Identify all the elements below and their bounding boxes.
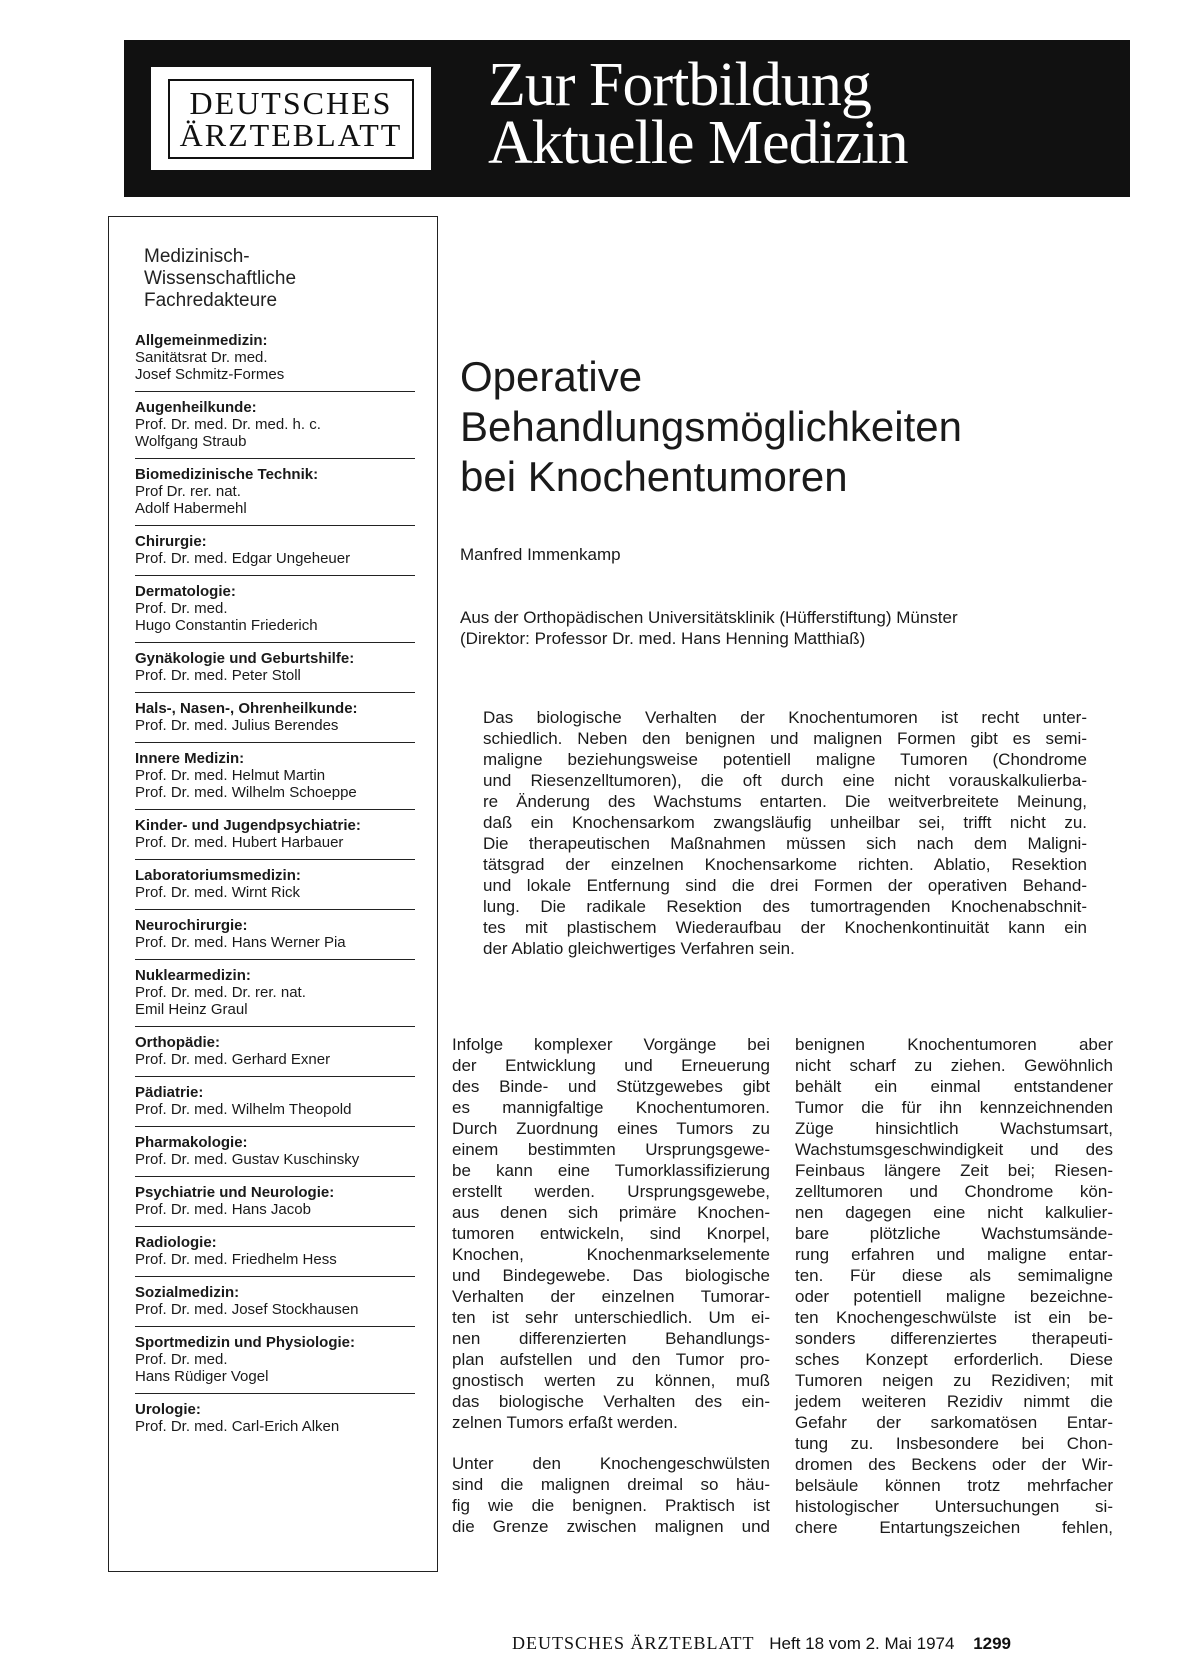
masthead-line-2: ÄRZTEBLATT: [179, 116, 403, 153]
text-line: des Binde- und Stützgewebes gibt: [452, 1077, 770, 1096]
text-line: jedem weiteren Rezidiv nimmt die: [795, 1392, 1113, 1411]
text-line: Unter den Knochengeschwülsten: [452, 1454, 770, 1473]
editor-entry: [135, 1276, 415, 1318]
text-line: ten ist sehr unterschiedlich. Um ei-: [452, 1308, 770, 1327]
sidebar-heading-line: Medizinisch-: [144, 246, 250, 267]
affiliation-line: (Direktor: Professor Dr. med. Hans Henning Matthiaß): [460, 629, 866, 648]
text-line: erstellt werden. Ursprungsgewebe,: [452, 1182, 770, 1201]
article-title-line: bei Knochentumoren: [460, 453, 848, 500]
article-title: [460, 352, 1100, 502]
editor-department: Hals-, Nasen-, Ohrenheilkunde:: [135, 700, 358, 717]
editor-name: Prof. Dr. med. Edgar Ungeheuer: [135, 550, 351, 567]
editor-name: Sanitätsrat Dr. med.: [135, 349, 268, 366]
masthead-line-1: DEUTSCHES: [189, 84, 393, 121]
editor-entry: [135, 909, 415, 951]
editor-department: Sportmedizin und Physiologie:: [135, 1334, 356, 1351]
text-line: belsäule können trotz mehrfacher: [795, 1476, 1113, 1495]
text-line: chere Entartungszeichen fehlen,: [795, 1518, 1113, 1537]
text-line: bare plötzliche Wachstumsände-: [795, 1224, 1113, 1243]
editor-entry: [135, 525, 415, 567]
editor-name: Prof. Dr. med. Dr. rer. nat.: [135, 984, 306, 1001]
editor-name: Prof Dr. rer. nat.: [135, 483, 241, 500]
text-line: tes mit plastischem Wiederaufbau der Knochenkontinuität kann ein: [483, 918, 1087, 937]
article-author: Manfred Immenkamp: [460, 545, 621, 564]
page-number: 1299: [973, 1634, 1012, 1653]
editor-name: Prof. Dr. med. Julius Berendes: [135, 717, 339, 734]
article-title-line: Behandlungsmöglichkeiten: [460, 403, 963, 450]
editor-name: Prof. Dr. med. Hubert Harbauer: [135, 834, 344, 851]
text-line: lung. Die radikale Resektion des tumortragenden Knochenabschnit-: [483, 897, 1087, 916]
editor-entry: [135, 458, 415, 517]
text-line: und Bindegewebe. Das biologische: [452, 1266, 770, 1285]
editor-name: Prof. Dr. med.: [135, 600, 228, 617]
editor-name: Prof. Dr. med. Carl-Erich Alken: [135, 1418, 340, 1435]
text-line: rung erfahren und maligne entar-: [795, 1245, 1113, 1264]
text-line: daß ein Knochensarkom zwangsläufig unheilbar sei, trifft nicht zu.: [483, 813, 1087, 832]
editor-department: Radiologie:: [135, 1234, 217, 1251]
section-title: [488, 51, 908, 177]
body-column-left: [452, 1034, 770, 1537]
text-line: zelnen Tumors erfaßt werden.: [452, 1413, 678, 1432]
editor-entry: [135, 391, 415, 450]
text-line: das biologische Verhalten des ein-: [452, 1392, 770, 1411]
editor-entry: [135, 809, 415, 851]
editor-name: Prof. Dr. med. Helmut Martin: [135, 767, 326, 784]
editor-department: Neurochirurgie:: [135, 917, 248, 934]
editor-entry: [135, 575, 415, 634]
text-line: Infolge komplexer Vorgänge bei: [452, 1035, 770, 1054]
editor-name: Prof. Dr. med. Peter Stoll: [135, 667, 301, 684]
text-line: Feinbaus längere Zeit bei; Riesen-: [795, 1161, 1113, 1180]
text-line: es mannigfaltige Knochentumoren.: [452, 1098, 770, 1117]
editor-name: Prof. Dr. med. Friedhelm Hess: [135, 1251, 337, 1268]
text-line: oder potentiell maligne bezeichne-: [795, 1287, 1113, 1306]
text-line: einem bestimmten Ursprungsgewe-: [452, 1140, 770, 1159]
editor-name: Prof. Dr. med. Gustav Kuschinsky: [135, 1151, 360, 1168]
editor-entry: [135, 742, 415, 801]
editor-name: Adolf Habermehl: [135, 500, 247, 517]
text-line: aus denen sich primäre Knochen-: [452, 1203, 770, 1222]
editor-name: Prof. Dr. med. Josef Stockhausen: [135, 1301, 359, 1318]
editor-department: Chirurgie:: [135, 533, 207, 550]
text-line: sind die malignen dreimal so häu-: [452, 1475, 770, 1494]
text-line: Durch Zuordnung eines Tumors zu: [452, 1119, 770, 1138]
text-line: Das biologische Verhalten der Knochentumoren ist recht unter-: [483, 708, 1087, 727]
text-line: Verhalten der einzelnen Tumorar-: [452, 1287, 770, 1306]
text-line: die Grenze zwischen malignen und: [452, 1517, 770, 1536]
text-line: Knochen, Knochenmarkselemente: [452, 1245, 770, 1264]
text-line: zelltumoren und Chondrome kön-: [795, 1182, 1113, 1201]
text-line: sches Konzept erforderlich. Diese: [795, 1350, 1113, 1369]
editor-entry: [135, 1126, 415, 1168]
editor-name: Prof. Dr. med. Hans Werner Pia: [135, 934, 346, 951]
text-line: be kann eine Tumorklassifizierung: [452, 1161, 770, 1180]
text-line: schiedlich. Neben den benignen und malignen Formen gibt es semi-: [483, 729, 1087, 748]
text-line: fig wie die benignen. Praktisch ist: [452, 1496, 770, 1515]
editor-name: Prof. Dr. med. Dr. med. h. c.: [135, 416, 321, 433]
text-line: Gefahr der sarkomatösen Entar-: [795, 1413, 1113, 1432]
text-line: gnostisch werten zu können, muß: [452, 1371, 770, 1390]
section-title-line-2: Aktuelle Medizin: [488, 109, 908, 177]
text-line: Die therapeutischen Maßnahmen müssen sich nach dem Maligni-: [483, 834, 1087, 853]
editor-department: Augenheilkunde:: [135, 399, 257, 416]
editor-entry: [135, 1176, 415, 1218]
text-line: behält ein einmal entstandener: [795, 1077, 1113, 1096]
editor-department: Urologie:: [135, 1401, 201, 1418]
editor-entry: [135, 692, 415, 734]
section-title-line-1: Zur Fortbildung: [488, 51, 871, 119]
editor-department: Psychiatrie und Neurologie:: [135, 1184, 335, 1201]
text-line: sonders differenziertes therapeuti-: [795, 1329, 1113, 1348]
editor-department: Sozialmedizin:: [135, 1284, 240, 1301]
footer-issue: Heft 18 vom 2. Mai 1974: [769, 1634, 955, 1653]
text-line: Züge hinsichtlich Wachstumsart,: [795, 1119, 1113, 1138]
editor-department: Allgemeinmedizin:: [135, 332, 268, 349]
editor-entry: [135, 322, 415, 383]
editor-department: Laboratoriumsmedizin:: [135, 867, 301, 884]
article-affiliation: [460, 607, 1100, 649]
sidebar-heading-line: Fachredakteure: [144, 290, 278, 311]
editor-department: Nuklearmedizin:: [135, 967, 251, 984]
editor-department: Pädiatrie:: [135, 1084, 204, 1101]
footer-journal: DEUTSCHES ÄRZTEBLATT: [512, 1633, 755, 1653]
text-line: histologischer Untersuchungen si-: [795, 1497, 1113, 1516]
text-line: nicht scharf zu ziehen. Gewöhnlich: [795, 1056, 1113, 1075]
article-title-line: Operative: [460, 353, 643, 400]
editor-department: Dermatologie:: [135, 583, 236, 600]
text-line: der Entwicklung und Erneuerung: [452, 1056, 770, 1075]
editor-name: Hans Rüdiger Vogel: [135, 1368, 269, 1385]
editor-entry: [135, 1026, 415, 1068]
text-line: ten Knochengeschwülste ist ein be-: [795, 1308, 1113, 1327]
editor-name: Prof. Dr. med. Wirnt Rick: [135, 884, 301, 901]
sidebar-heading: [144, 246, 414, 312]
affiliation-line: Aus der Orthopädischen Universitätsklinik (Hüfferstiftung) Münster: [460, 608, 958, 627]
text-line: nen dagegen eine nicht kalkulier-: [795, 1203, 1113, 1222]
editor-name: Wolfgang Straub: [135, 433, 247, 450]
text-line: dromen des Beckens oder der Wir-: [795, 1455, 1113, 1474]
masthead-logo: [151, 67, 431, 170]
editor-entry: [135, 1393, 415, 1435]
editor-entry: [135, 642, 415, 684]
editor-name: Prof. Dr. med. Gerhard Exner: [135, 1051, 331, 1068]
text-line: tung zu. Insbesondere bei Chon-: [795, 1434, 1113, 1453]
page-footer: [512, 1633, 1011, 1654]
editor-department: Orthopädie:: [135, 1034, 220, 1051]
text-line: benignen Knochentumoren aber: [795, 1035, 1113, 1054]
editor-name: Hugo Constantin Friederich: [135, 617, 318, 634]
editor-name: Prof. Dr. med. Hans Jacob: [135, 1201, 311, 1218]
text-line: maligne beziehungsweise potentiell maligne Tumoren (Chondrome: [483, 750, 1087, 769]
editor-department: Kinder- und Jugendpsychiatrie:: [135, 817, 361, 834]
text-line: Tumoren neigen zu Rezidiven; mit: [795, 1371, 1113, 1390]
text-line: ten. Für diese als semimaligne: [795, 1266, 1113, 1285]
editor-name: Emil Heinz Graul: [135, 1001, 248, 1018]
editor-name: Prof. Dr. med. Wilhelm Theopold: [135, 1101, 352, 1118]
text-line: tätsgrad der einzelnen Knochensarkome richten. Ablatio, Resektion: [483, 855, 1087, 874]
editor-entry: [135, 1226, 415, 1268]
sidebar-heading-line: Wissenschaftliche: [144, 268, 297, 289]
text-line: nen differenzierten Behandlungs-: [452, 1329, 770, 1348]
editor-entry: [135, 1326, 415, 1385]
editor-department: Pharmakologie:: [135, 1134, 248, 1151]
editor-department: Biomedizinische Technik:: [135, 466, 319, 483]
editor-list: [135, 322, 415, 1443]
editor-name: Prof. Dr. med. Wilhelm Schoeppe: [135, 784, 357, 801]
article-abstract: [483, 707, 1087, 959]
editor-department: Innere Medizin:: [135, 750, 245, 767]
editor-name: Prof. Dr. med.: [135, 1351, 228, 1368]
text-line: und Riesenzelltumoren), die oft durch eine nicht vorauskalkulierba-: [483, 771, 1087, 790]
body-column-right: [795, 1034, 1113, 1538]
text-line: tumoren entwickeln, sind Knorpel,: [452, 1224, 770, 1243]
text-line: Wachstumsgeschwindigkeit und des: [795, 1140, 1113, 1159]
editor-entry: [135, 1076, 415, 1118]
editor-department: Gynäkologie und Geburtshilfe:: [135, 650, 355, 667]
text-line: Tumor die für ihn kennzeichnenden: [795, 1098, 1113, 1117]
text-line: plan aufstellen und den Tumor pro-: [452, 1350, 770, 1369]
editor-name: Josef Schmitz-Formes: [135, 366, 285, 383]
text-line: re Änderung des Wachstums entarten. Die weitverbreitete Meinung,: [483, 792, 1087, 811]
text-line: der Ablatio gleichwertiges Verfahren sein.: [483, 939, 795, 958]
editor-entry: [135, 859, 415, 901]
text-line: und lokale Entfernung sind die drei Formen der operativen Behand-: [483, 876, 1087, 895]
paragraph-gap: [452, 1433, 770, 1453]
editor-entry: [135, 959, 415, 1018]
